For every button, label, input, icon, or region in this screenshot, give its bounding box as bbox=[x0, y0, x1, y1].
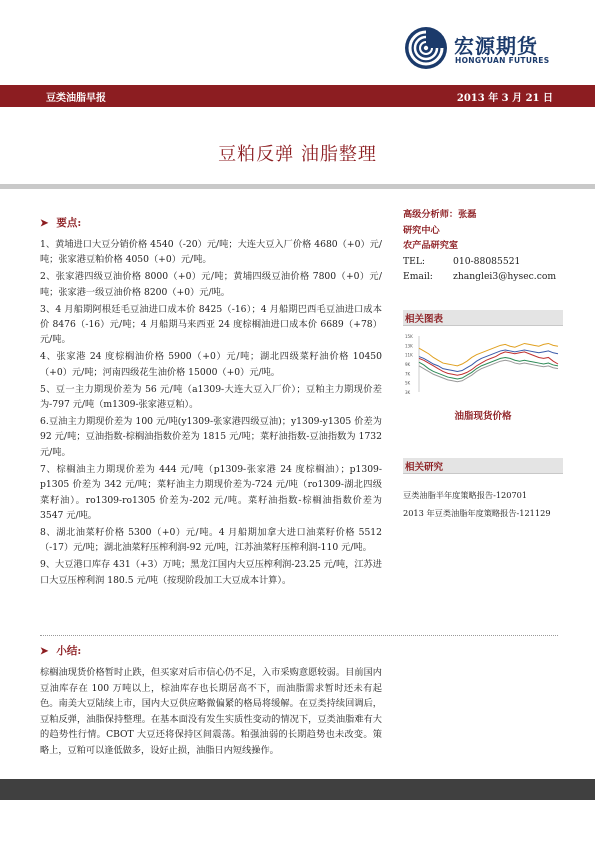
summary-heading-text: 小结: bbox=[56, 645, 82, 657]
list-item: 7、棕榈油主力期现价差为 444 元/吨（p1309-张家港 24 度棕榈油）；p1309-p1305 价差为 342 元/吨；菜籽油主力期现价差为-724 元/吨（ro1309-湖北四级菜籽油）。ro1309-ro1305 价差为-202 元/吨。菜籽油指数-棕榈油指数价差为 3547 元/吨。 bbox=[40, 463, 382, 521]
y-tick-label: 11K bbox=[405, 352, 413, 358]
list-item: 1、黄埔进口大豆分销价格 4540（-20）元/吨；大连大豆入厂价格 4680（+0）元/吨；张家港豆粕价格 4050（+0）元/吨。 bbox=[40, 239, 382, 266]
oil-price-chart-svg bbox=[405, 333, 560, 395]
office: 农产品研究室 bbox=[403, 240, 459, 251]
related-chart-heading-text: 相关图表 bbox=[405, 314, 444, 325]
related-research-link[interactable]: 豆类油脂半年度策略报告-120701 bbox=[403, 490, 528, 500]
related-research-list bbox=[403, 486, 573, 522]
y-tick-label: 5K bbox=[405, 380, 411, 386]
arrow-bullet-icon: ➤ bbox=[40, 646, 49, 657]
divider bbox=[0, 184, 595, 189]
related-research-heading bbox=[403, 458, 563, 474]
y-tick-label: 3K bbox=[405, 390, 411, 395]
related-research-link[interactable]: 2013 年豆类油脂年度策略报告-121129 bbox=[403, 508, 551, 518]
y-tick-label: 15K bbox=[405, 334, 413, 339]
department: 研究中心 bbox=[403, 224, 440, 236]
chart-caption: 油脂现货价格 bbox=[454, 411, 512, 422]
related-chart-heading bbox=[403, 310, 563, 326]
company-logo bbox=[404, 26, 584, 76]
phone-row bbox=[403, 254, 563, 270]
phone-number: 010-88085521 bbox=[453, 255, 521, 267]
hongyuan-logo-icon bbox=[404, 26, 448, 70]
y-tick-label: 13K bbox=[405, 343, 413, 349]
arrow-bullet-icon: ➤ bbox=[40, 218, 49, 229]
report-type: 豆类油脂早报 bbox=[46, 93, 106, 104]
summary-heading bbox=[40, 643, 81, 658]
oil-price-chart bbox=[405, 333, 560, 395]
key-points-list bbox=[40, 237, 382, 589]
list-item: 8、湖北油菜籽价格 5300（+0）元/吨。4 月船期加拿大进口油菜籽价格 5512（-17）元/吨；湖北油菜籽压榨利润-92 元/吨，江苏油菜籽压榨利润-110 元/吨。 bbox=[40, 526, 382, 554]
list-item: 6.豆油主力期现价差为 100 元/吨(y1309-张家港四级豆油)；y1309-y1305 价差为 92 元/吨；豆油指数-棕榈油指数价差为 1815 元/吨；菜籽油指数-豆油指数为 1732 元/吨。 bbox=[40, 415, 382, 458]
y-tick-label: 7K bbox=[405, 371, 411, 377]
brand-name-en: HONGYUAN FUTURES bbox=[455, 56, 550, 65]
list-item: 4、张家港 24 度棕榈油价格 5900（+0）元/吨；湖北四级菜籽油价格 10450（+0）元/吨；河南四级花生油价格 15000（+0）元/吨。 bbox=[40, 351, 382, 378]
list-item: 9、大豆港口库存 431（+3）万吨；黑龙江国内大豆压榨利润-23.25 元/吨，江苏进口大豆压榨利润 180.5 元/吨（按现阶段加工大豆成本计算）。 bbox=[40, 559, 382, 586]
report-header-band bbox=[0, 85, 595, 107]
summary-text: 棕榈油现货价格暂时止跌，但买家对后市信心仍不足，入市采购意愿较弱。目前国内豆油库存在 100 万吨以上，棕油库存也长期居高不下，而油脂需求暂时还未有起色。南美大豆陆续上市，国内大豆供应略微偏紧的格局将缓解。在豆类持续回调后，豆粕反弹，油脂保持整理。在基本面没有发生实质性变动的情况下，豆类油脂难有大的趋势性行情。CBOT 大豆还将保持区间震荡。粕强油弱的长期趋势也未改变。策略上，豆粕可以逢低做多，设好止损，油脂日内短线操作。 bbox=[40, 667, 382, 756]
key-points-heading-text: 要点: bbox=[56, 217, 82, 229]
email-link[interactable]: zhanglei3@hysec.com bbox=[453, 271, 557, 282]
report-date: 2013 年 3 月 21 日 bbox=[456, 93, 553, 104]
key-points-heading bbox=[40, 215, 81, 230]
analyst-name: 高级分析师：张磊 bbox=[403, 209, 477, 220]
list-item: 5、豆一主力期现价差为 56 元/吨（a1309-大连大豆入厂价）；豆粕主力期现价差为-797 元/吨（m1309-张家港豆粕）。 bbox=[40, 383, 382, 411]
author-info bbox=[403, 207, 563, 285]
phone-label: TEL: bbox=[403, 255, 426, 267]
list-item: 3、4 月船期阿根廷毛豆油进口成本价 8425（-16）；4 月船期巴西毛豆油进口成本价 8476（-16）元/吨；4 月船期马来西亚 24 度棕榈油进口成本价 6689（+78）元/吨。 bbox=[40, 303, 382, 346]
footer-band bbox=[0, 779, 595, 800]
email-label: Email: bbox=[403, 271, 433, 282]
list-item: 2、张家港四级豆油价格 8000（+0）元/吨；黄埔四级豆油价格 7800（+0）元/吨；张家港一级豆油价格 8200（+0）元/吨。 bbox=[40, 271, 382, 298]
y-tick-label: 9K bbox=[405, 362, 411, 367]
related-research-heading-text: 相关研究 bbox=[405, 462, 444, 473]
email-row bbox=[403, 269, 563, 285]
page-title: 豆粕反弹 油脂整理 bbox=[218, 144, 377, 165]
divider bbox=[40, 635, 558, 636]
brand-name-cn: 宏源期货 bbox=[454, 34, 538, 58]
